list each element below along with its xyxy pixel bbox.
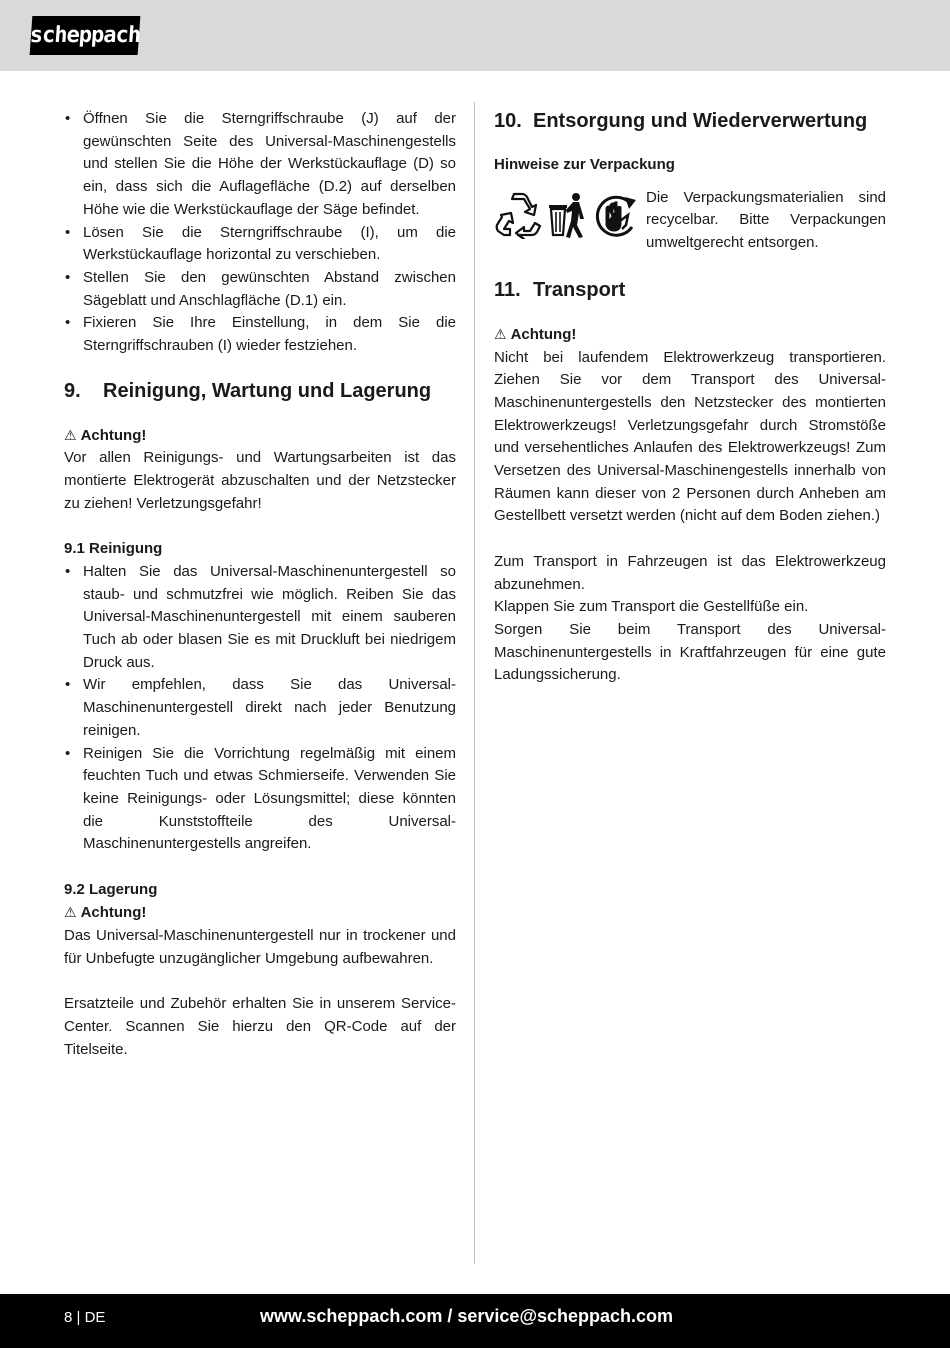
section-number: 10.	[494, 110, 522, 132]
transport-legs-text: Klappen Sie zum Transport die Gestellfüße ein.	[494, 598, 809, 616]
page-header	[0, 0, 950, 71]
section-title: Reinigung, Wartung und Lagerung	[103, 379, 432, 402]
section-number: 9.	[64, 379, 81, 402]
warning-heading	[64, 424, 456, 448]
warning-label: Achtung!	[80, 904, 147, 922]
packaging-text: Die Verpackungsmaterialien sind recycelbar. Bitte Verpackungen umweltgerecht entsorgen.	[646, 188, 886, 252]
list-item: • Reinigen Sie die Vorrichtung regelmäßig mit einem feuchten Tuch und etwas Schmierseife. Verwenden Sie keine Reinigungs- oder Lösungsmittel; diese könnten die Kunststoffteile des Universal-Maschinenuntergestells angreifen.	[64, 743, 456, 857]
warning-triangle-icon: ⚠	[494, 325, 507, 342]
column-divider	[474, 102, 475, 1264]
section-title: Transport	[533, 278, 626, 301]
list-item: • Stellen Sie den gewünschten Abstand zwischen Sägeblatt und Anschlagfläche (D.1) ein.	[64, 267, 456, 312]
storage-text: Das Universal-Maschinenuntergestell nur in trockener und für Unbefugte unzugänglicher Umgebung aufbewahren.	[64, 927, 456, 967]
list-item: • Halten Sie das Universal-Maschinenuntergestell so staub- und schmutzfrei wie möglich. Reiben Sie das Universal-Maschinenuntergestell mit einem sauberen Tuch ab oder blasen Sie es mit Druckluft bei niedrigem Druck aus.	[64, 561, 456, 675]
warning-heading	[64, 901, 456, 925]
warning-label: Achtung!	[80, 426, 147, 444]
section-11-heading	[494, 277, 886, 303]
page-number: 8 | DE	[64, 1309, 106, 1326]
list-item: • Lösen Sie die Sterngriffschraube (I), um die Werkstückauflage horizontal zu verschieben.	[64, 222, 456, 267]
transport-vehicle-text: Zum Transport in Fahrzeugen ist das Elektrowerkzeug abzunehmen.	[494, 552, 886, 593]
page-footer	[0, 1294, 950, 1348]
transport-securing-text: Sorgen Sie beim Transport des Universal-Maschinenuntergestells in Kraftfahrzeugen für eine gute Ladungssicherung.	[494, 620, 886, 684]
right-column	[494, 108, 886, 687]
section-10-heading	[494, 108, 886, 134]
contact-link[interactable]: www.scheppach.com / service@scheppach.com	[260, 1306, 674, 1326]
setup-bullet-list	[64, 108, 456, 358]
section-number: 11.	[494, 278, 521, 301]
warning-triangle-icon: ⚠	[64, 904, 77, 921]
warning-heading	[494, 323, 886, 347]
trash-bin-icon	[546, 191, 588, 239]
subsection-9-1-heading: 9.1 Reinigung	[64, 540, 163, 558]
scheppach-logo: scheppach	[30, 16, 141, 55]
list-item: • Wir empfehlen, dass Sie das Universal-Maschinenuntergestell direkt nach jeder Benutzung reinigen.	[64, 674, 456, 742]
list-item: • Öffnen Sie die Sterngriffschraube (J) auf der gewünschten Seite des Universal-Maschinengestells und stellen Sie die Höhe der Werkstückauflage (D) so ein, dass sich die Auflagefläche (D.2) auf derselben Höhe wie die Werkstückauflage der Säge befindet.	[64, 108, 456, 222]
warning-triangle-icon: ⚠	[64, 426, 77, 443]
packaging-icons	[494, 191, 640, 239]
warning-text: Vor allen Reinigungs- und Wartungsarbeiten ist das montierte Elektrogerät abzuschalten und der Netzstecker zu ziehen! Verletzungsgefahr!	[64, 449, 456, 512]
subsection-9-2-heading: 9.2 Lagerung	[64, 880, 158, 898]
service-text: Ersatzteile und Zubehör erhalten Sie in unserem Service-Center. Scannen Sie hierzu den QR-Code auf der Titelseite.	[64, 995, 456, 1058]
section-title: Entsorgung und Wiederverwertung	[533, 110, 868, 132]
list-item: • Fixieren Sie Ihre Einstellung, in dem Sie die Sterngriffschrauben (I) wieder festziehen.	[64, 312, 456, 357]
section-9-heading	[64, 378, 456, 404]
left-column	[64, 108, 456, 1061]
packaging-subheading: Hinweise zur Verpackung	[494, 156, 675, 173]
cleaning-bullet-list	[64, 561, 456, 856]
packaging-info	[494, 187, 886, 255]
recycle-icon	[494, 191, 542, 239]
warning-label: Achtung!	[510, 325, 577, 343]
transport-text: Nicht bei laufendem Elektrowerkzeug transportieren. Ziehen Sie vor dem Transport des Universal-Maschinenuntergestells den Netzstecker des montierten Elektrowerkzeugs! Verletzungsgefahr durch Stromstöße und versehentliches Anlaufen des Elektrowerkzeugs! Zum Versetzen des Universal-Maschinengestells innerhalb von Räumen kann dieser von 2 Personen durch Anheben am Gestellbett versetzt werden (nicht auf dem Boden ziehen.)	[494, 348, 886, 525]
hand-recycle-icon	[592, 191, 640, 239]
